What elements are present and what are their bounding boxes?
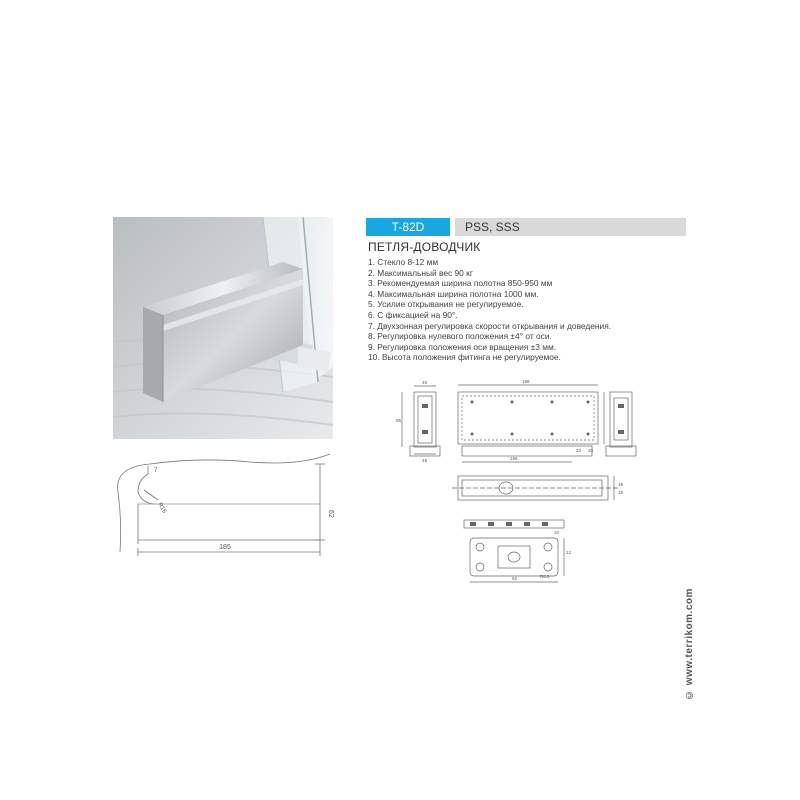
dim-height: 62 (327, 510, 334, 518)
dim-label: 48 (422, 380, 428, 385)
dim-label: 33 (576, 448, 582, 453)
dim-label: 62 (512, 576, 518, 581)
dim-label: 48 (422, 458, 428, 463)
spec-item: 5. Усилие открывания не регулируемое. (368, 299, 524, 310)
dim-label: 166 (510, 456, 518, 461)
model-tag: T-82D (366, 218, 450, 236)
spec-item: 2. Максимальный вес 90 кг (368, 267, 473, 278)
spec-item: 10. Высота положения фитинга не регулируемое. (368, 352, 561, 363)
dim-label: 16 (618, 490, 624, 495)
spec-item: 7. Двухзонная регулировка скорости открывания и доведения. (368, 320, 612, 331)
spec-list (368, 257, 611, 363)
dim-label: R8.5 (540, 574, 550, 579)
spec-item: 9. Регулировка положения оси вращения ±3 мм. (368, 341, 557, 352)
product-photo (113, 217, 333, 439)
dim-label: 33 (588, 448, 594, 453)
glass-cutout-drawing (110, 452, 340, 564)
dim-label: 65 (396, 418, 402, 423)
dim-width: 185 (219, 544, 231, 551)
spec-item: 8. Регулировка нулевого положения ±4° от оси. (368, 331, 552, 342)
dim-label: 12 (566, 550, 572, 555)
dim-label: 10 (554, 530, 560, 535)
dim-radius: R16 (156, 502, 167, 515)
dim-label: 16 (618, 482, 624, 487)
product-title: ПЕТЛЯ-ДОВОДЧИК (368, 240, 481, 254)
dim-label: 198 (522, 380, 530, 384)
spec-item: 6. С фиксацией на 90°. (368, 309, 458, 320)
watermark: © www.terrikom.com (684, 588, 695, 700)
spec-item: 1. Стекло 8-12 мм (368, 257, 439, 267)
spec-item: 3. Рекомендуемая ширина полотна 850-950 мм (368, 278, 553, 289)
technical-drawing (392, 380, 662, 590)
finish-bar: PSS, SSS (455, 218, 686, 236)
spec-item: 4. Максимальная ширина полотна 1000 мм. (368, 288, 539, 299)
dim-corner: 7 (154, 468, 158, 474)
